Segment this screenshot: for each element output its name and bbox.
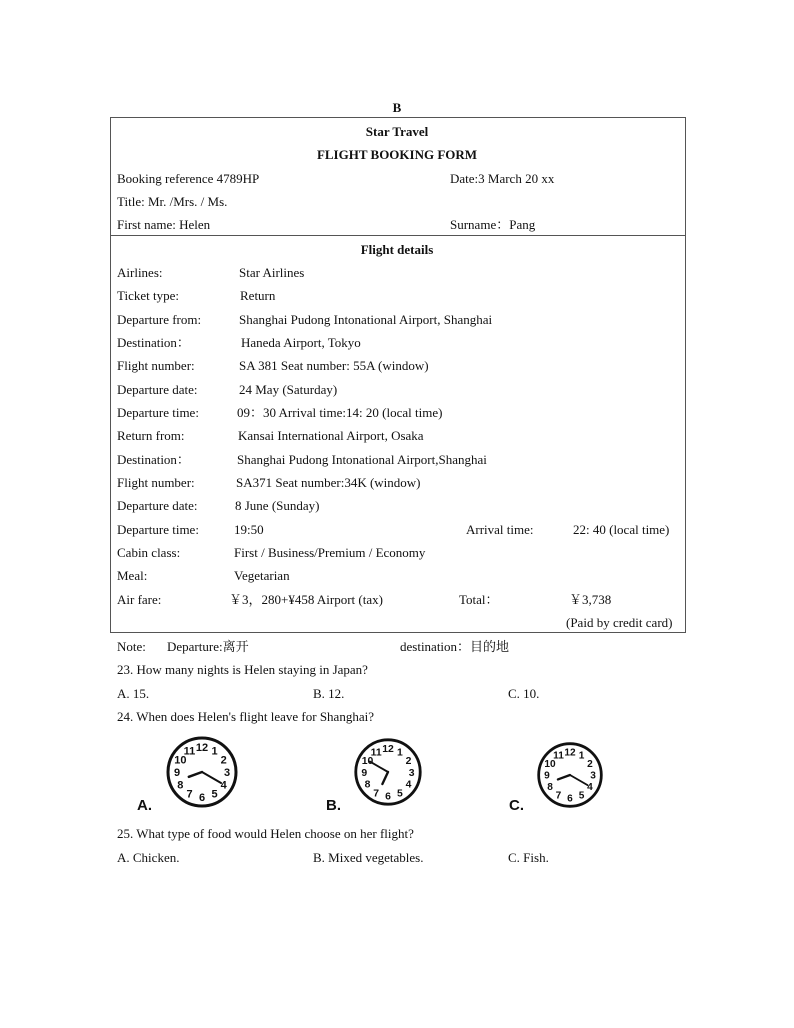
ticket-type-label: Ticket type: [117,288,179,303]
clock-number: 9 [173,767,181,779]
departure-time-label: Departure time: [117,405,199,420]
clock-number: 4 [587,782,593,794]
q23-option-c: C. 10. [508,686,540,701]
flight-details-heading: Flight details [360,242,434,257]
q25-option-c: C. Fish. [508,850,549,865]
return-destination-label: Destination： [117,452,190,467]
clock-number: 1 [396,747,403,759]
meal-label: Meal: [117,568,148,583]
destination-value: Haneda Airport, Tokyo [241,335,361,350]
departure-date-label: Departure date: [117,382,198,397]
ticket-type-value: Return [240,288,276,303]
note-destination: destination：目的地 [400,639,510,654]
departure-from-value: Shanghai Pudong Intonational Airport, Shanghai [239,312,493,327]
clock-number: 1 [211,745,218,758]
return-from-label: Return from: [117,428,185,443]
first-name: First name: Helen [117,217,211,232]
clock-number: 9 [361,767,368,779]
total-value: ￥3,738 [569,592,612,607]
form-title: FLIGHT BOOKING FORM [316,147,478,162]
clock-number: 3 [408,767,415,779]
clock-c-label: C. [509,797,524,814]
clock-number: 10 [544,759,556,771]
payment-note: (Paid by credit card) [566,615,673,630]
clock-number: 6 [385,791,391,803]
clock-number: 4 [405,779,412,791]
clock-number: 2 [220,754,227,767]
clock-a-label: A. [137,797,152,814]
q23-option-a: A. 15. [117,686,150,701]
clock-number: 8 [364,779,371,791]
clock-number: 5 [396,788,403,800]
q25-option-a: A. Chicken. [117,850,180,865]
clock-number: 1 [578,750,585,762]
return-departure-time-value: 19:50 [234,522,264,537]
meal-value: Vegetarian [234,568,290,583]
clock-number: 7 [186,788,193,801]
clock-number: 8 [547,782,553,794]
clock-number: 11 [183,745,196,758]
air-fare-value: ￥3，280+¥458 Airport (tax) [229,592,383,607]
clock-number: 4 [220,779,227,792]
clock-a [164,734,240,810]
return-destination-value: Shanghai Pudong Intonational Airport,Shanghai [237,452,487,467]
clock-number: 7 [555,790,562,802]
clock-number: 2 [405,755,412,767]
clock-number: 5 [211,788,218,801]
return-from-value: Kansai International Airport, Osaka [238,428,424,443]
clock-number: 3 [590,770,596,782]
note-departure: Departure:离开 [167,639,249,654]
clock-number: 10 [174,754,187,767]
cabin-class-value: First / Business/Premium / Economy [234,545,426,560]
arrival-time-label: Arrival time: [466,522,534,537]
question-24: 24. When does Helen's flight leave for Shanghai? [117,709,374,724]
clock-number: 11 [370,747,382,759]
clock-number: 12 [382,744,394,756]
return-flight-number-label: Flight number: [117,475,195,490]
question-23: 23. How many nights is Helen staying in Japan? [117,662,368,677]
total-label: Total： [459,592,499,607]
airlines-label: Airlines: [117,265,163,280]
clock-number: 3 [223,767,231,779]
return-departure-date-value: 8 June (Sunday) [235,498,320,513]
q23-option-b: B. 12. [313,686,345,701]
booking-date: Date:3 March 20 xx [450,171,555,186]
clock-number: 6 [198,792,206,804]
flight-number-value: SA 381 Seat number: 55A (window) [239,358,429,373]
flight-number-label: Flight number: [117,358,195,373]
section-label: B [392,100,402,115]
return-flight-number-value: SA371 Seat number:34K (window) [236,475,421,490]
destination-label: Destination： [117,335,190,350]
clock-number: 7 [373,788,380,800]
company-name: Star Travel [365,124,429,139]
cabin-class-label: Cabin class: [117,545,181,560]
arrival-time-value: 22: 40 (local time) [573,522,670,537]
clock-number: 10 [361,755,374,767]
clock-number: 2 [587,759,593,771]
clock-c [535,740,605,810]
form-divider [110,235,686,236]
clock-b-label: B. [326,797,341,814]
clock-number: 9 [544,770,550,782]
clock-number: 6 [567,793,573,805]
clock-b [352,736,424,808]
return-departure-date-label: Departure date: [117,498,198,513]
booking-reference: Booking reference 4789HP [117,171,260,186]
departure-time-value: 09：30 Arrival time:14: 20 (local time) [237,405,443,420]
note-label: Note: [117,639,146,654]
question-25: 25. What type of food would Helen choose on her flight? [117,826,414,841]
clock-number: 8 [177,779,184,792]
return-departure-time-label: Departure time: [117,522,199,537]
title-field: Title: Mr. /Mrs. / Ms. [117,194,228,209]
clock-number: 12 [195,742,209,754]
q25-option-b: B. Mixed vegetables. [313,850,424,865]
airlines-value: Star Airlines [239,265,305,280]
air-fare-label: Air fare: [117,592,162,607]
surname: Surname：Pang [450,217,536,232]
clock-number: 12 [564,747,576,759]
departure-from-label: Departure from: [117,312,202,327]
departure-date-value: 24 May (Saturday) [239,382,338,397]
clock-number: 5 [578,790,585,802]
clock-number: 11 [553,750,564,762]
